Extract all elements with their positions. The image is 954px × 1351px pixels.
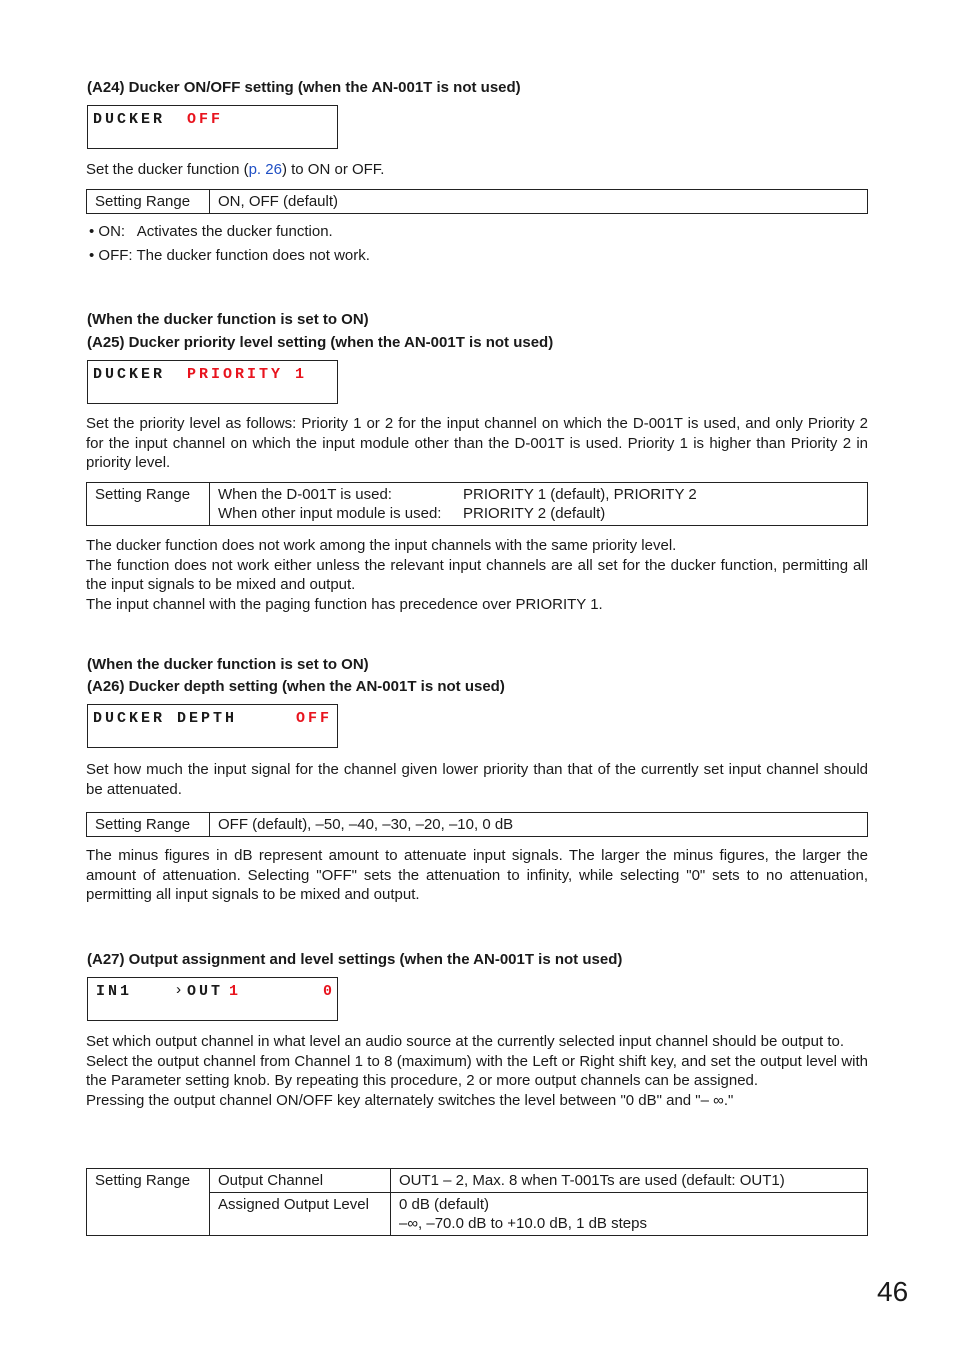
arrow-right-icon: › bbox=[174, 982, 184, 999]
a26-range-label: Setting Range bbox=[87, 813, 210, 837]
a27-heading: (A27) Output assignment and level settings (when the AN-001T is not used) bbox=[87, 951, 623, 968]
a25-row1-cond: When the D-001T is used: bbox=[218, 486, 392, 503]
a24-lcd-label: DUCKER bbox=[93, 111, 166, 128]
a27-range-label: Setting Range bbox=[87, 1169, 210, 1236]
a24-lcd-display bbox=[87, 105, 338, 149]
a25-range-label: Setting Range bbox=[87, 483, 210, 526]
a26-range-value: OFF (default), –50, –40, –30, –20, –10, 0 dB bbox=[210, 813, 868, 837]
a27-row2-value bbox=[391, 1193, 868, 1236]
a26-heading: (A26) Ducker depth setting (when the AN-001T is not used) bbox=[87, 678, 505, 695]
a26-note: The minus figures in dB represent amount to attenuate input signals. The larger the minus figures, the larger the amount of attenuation. Selecting "OFF" sets the attenuation to infinity, while selecting "0" sets to no attenuation, permitting all input signals to be mixed and output. bbox=[86, 847, 868, 903]
a27-description bbox=[86, 1032, 868, 1110]
a25-condition: (When the ducker function is set to ON) bbox=[87, 311, 369, 328]
a24-range-label: Setting Range bbox=[87, 190, 210, 214]
a27-row1-value: OUT1 – 2, Max. 8 when T-001Ts are used (default: OUT1) bbox=[391, 1169, 868, 1193]
a24-description bbox=[86, 160, 868, 180]
a27-lcd-input: IN1 bbox=[96, 983, 133, 1000]
a25-row2-val: PRIORITY 2 (default) bbox=[463, 505, 606, 522]
a27-row1-label: Output Channel bbox=[210, 1169, 391, 1193]
a26-description: Set how much the input signal for the channel given lower priority than that of the currently set input channel should be attenuated. bbox=[86, 761, 868, 798]
a25-notes bbox=[86, 536, 868, 614]
a27-range-table bbox=[86, 1168, 868, 1236]
a24-bullet-off: • OFF: The ducker function does not work. bbox=[89, 247, 370, 264]
a25-row2-cond: When other input module is used: bbox=[218, 505, 442, 522]
a25-heading: (A25) Ducker priority level setting (when the AN-001T is not used) bbox=[87, 334, 554, 351]
a27-desc-1: Set which output channel in what level an audio source at the currently selected input channel should be output to. bbox=[86, 1033, 844, 1050]
a27-desc-3: Pressing the output channel ON/OFF key alternately switches the level between "0 dB" and "– ∞." bbox=[86, 1091, 734, 1109]
a25-lcd-display bbox=[87, 360, 338, 404]
a25-note-1: The ducker function does not work among the input channels with the same priority level. bbox=[86, 537, 677, 554]
a27-row2-label: Assigned Output Level bbox=[210, 1193, 391, 1236]
a25-lcd-label: DUCKER bbox=[93, 366, 166, 383]
a25-range-table bbox=[86, 482, 868, 526]
a25-range-values bbox=[210, 483, 868, 526]
a25-note-2: The function does not work either unless the relevant input channels are all set for the ducker function, permitting all the input signals to be mixed and output. bbox=[86, 556, 868, 593]
a26-condition: (When the ducker function is set to ON) bbox=[87, 656, 369, 673]
a25-row1-val: PRIORITY 1 (default), PRIORITY 2 bbox=[463, 486, 697, 503]
a24-range-value: ON, OFF (default) bbox=[210, 190, 868, 214]
a26-lcd-label: DUCKER DEPTH bbox=[93, 710, 238, 727]
page-number: 46 bbox=[877, 1276, 909, 1307]
a27-desc-2: Select the output channel from Channel 1 to 8 (maximum) with the Left or Right shift key, and set the output level with the Parameter setting knob. By repeating this procedure, 2 or more output channels can be assigned. bbox=[86, 1052, 868, 1089]
a24-lcd-value: OFF bbox=[187, 111, 224, 128]
a26-lcd-display bbox=[87, 704, 338, 748]
a27-lcd-output: OUT bbox=[187, 983, 224, 1000]
a26-lcd-value: OFF bbox=[296, 710, 333, 727]
a27-lcd-output-num: 1 bbox=[229, 983, 242, 1000]
a27-row2-value-1: 0 dB (default) bbox=[399, 1196, 490, 1213]
a25-description: Set the priority level as follows: Priority 1 or 2 for the input channel on which the D-001T is used, and only Priority 2 for the input channel on which the input module other than the D-001T is used. Priority 1 is higher than Priority 2 in priority level. bbox=[86, 415, 868, 471]
a24-bullet-on: • ON: Activates the ducker function. bbox=[89, 223, 333, 240]
a26-range-table bbox=[86, 812, 868, 837]
a27-lcd-display bbox=[87, 977, 338, 1021]
a24-desc-post: ) to ON or OFF. bbox=[281, 161, 385, 178]
a24-range-table bbox=[86, 189, 868, 214]
a25-note-3: The input channel with the paging function has precedence over PRIORITY 1. bbox=[86, 595, 603, 613]
a24-heading: (A24) Ducker ON/OFF setting (when the AN-001T is not used) bbox=[87, 79, 521, 96]
a24-desc-pre: Set the ducker function ( bbox=[86, 161, 249, 178]
page-26-link[interactable]: p. 26 bbox=[248, 161, 282, 178]
a27-row2-value-2: –∞, –70.0 dB to +10.0 dB, 1 dB steps bbox=[399, 1215, 647, 1232]
a27-lcd-level: 0 bbox=[323, 983, 336, 1000]
a25-lcd-value: PRIORITY 1 bbox=[187, 366, 308, 383]
